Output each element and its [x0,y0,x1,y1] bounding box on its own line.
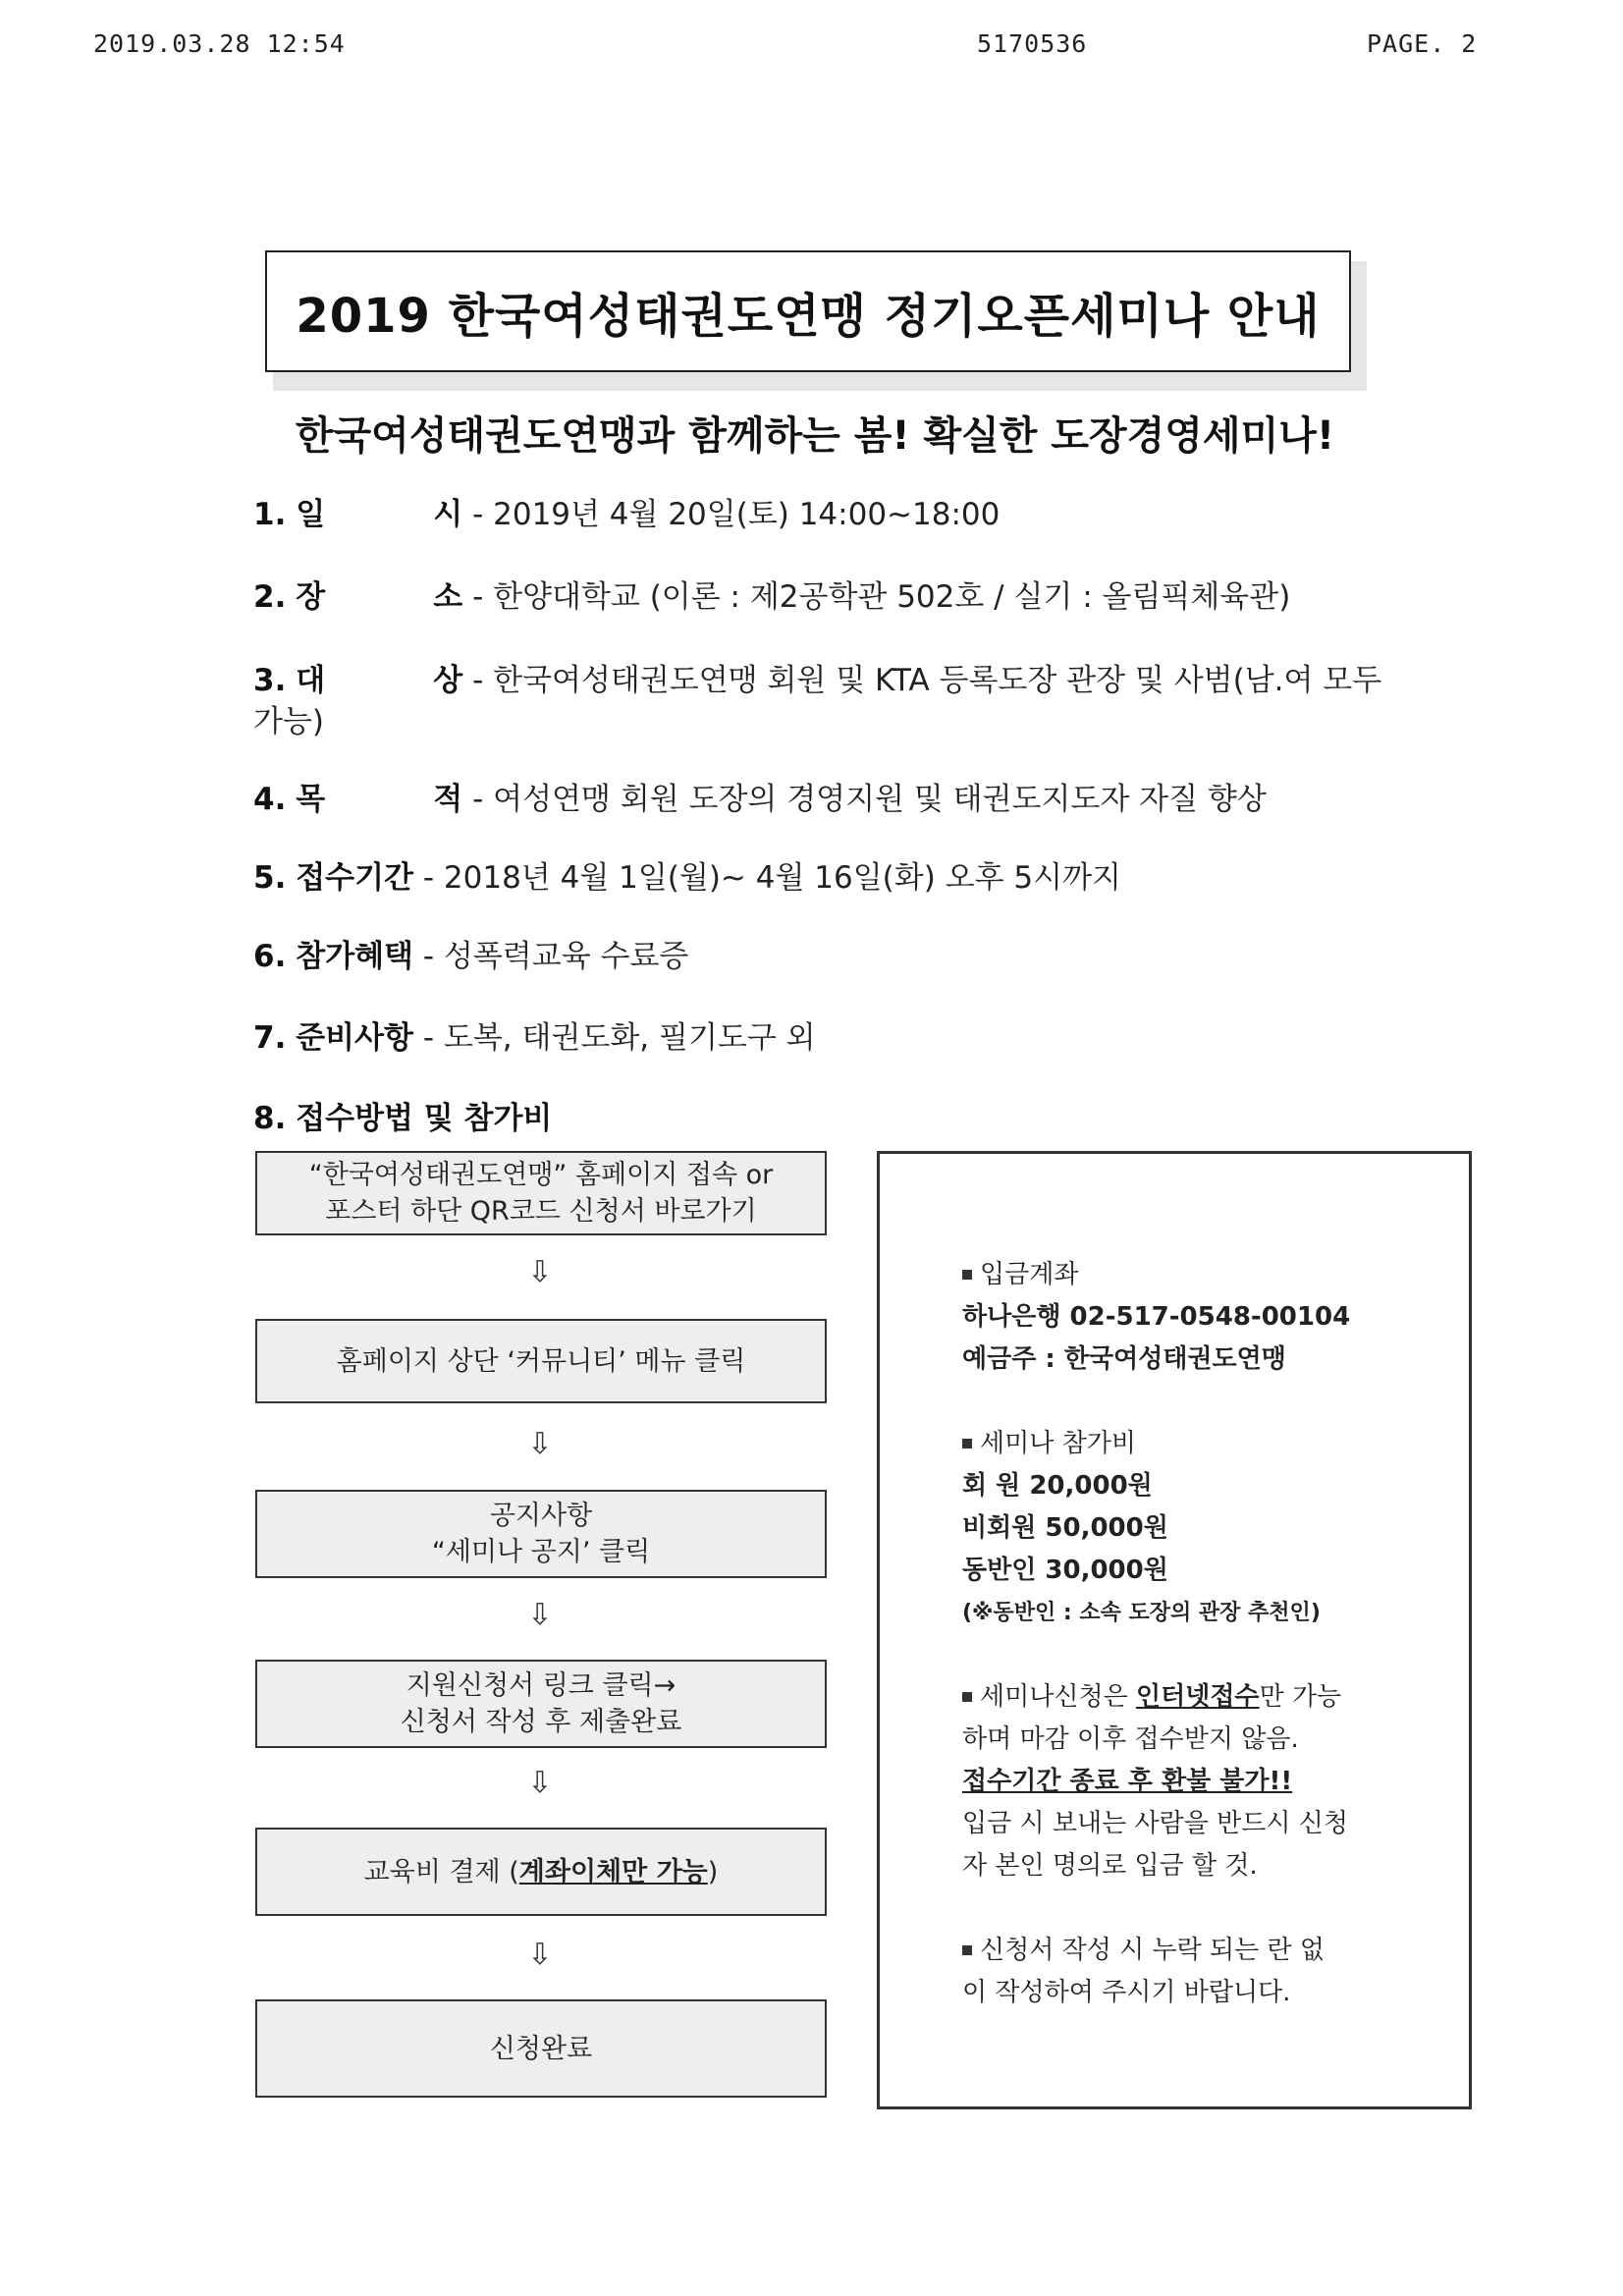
item-text: - 성폭력교육 수료증 [422,939,689,974]
item-schedule [253,493,1000,536]
item-label: 접수기간 [296,860,414,896]
bullet-square-icon [962,1270,972,1280]
bullet-square-icon [962,1945,972,1955]
item-location [253,575,1290,619]
item-text: - 2019년 4월 20일(토) 14:00~18:00 [472,497,1001,532]
item-label: 일 시 [296,497,463,532]
item-label: 목 적 [296,782,463,817]
fee-note: (※동반인 : 소속 도장의 관장 추천인) [962,1601,1321,1625]
page-title: 2019 한국여성태권도연맹 정기오픈세미나 안내 [265,250,1351,372]
item-number: 1. [253,497,287,532]
flow-step-payment: 교육비 결제 (계좌이체만 가능) [255,1828,827,1916]
item-label: 접수방법 및 참가비 [296,1101,553,1136]
flow-step-notice: 공지사항 “세미나 공지’ 클릭 [255,1490,827,1578]
item-number: 3. [253,663,287,698]
item-registration-period [253,856,1121,900]
page-subtitle: 한국여성태권도연맹과 함께하는 봄! 확실한 도장경영세미나! [295,413,1335,459]
item-number: 6. [253,939,287,974]
item-number: 4. [253,782,287,817]
item-text: - 한양대학교 (이론 : 제2공학관 502호 / 실기 : 올림픽체육관) [472,579,1291,615]
item-benefit [253,935,688,978]
item-target-continued [253,700,324,743]
flow-step-complete: 신청완료 [255,1999,827,2098]
down-arrow-icon: ⇩ [527,1766,553,1800]
fax-page-number: PAGE. 2 [1367,29,1478,58]
item-number: 2. [253,579,287,615]
down-arrow-icon: ⇩ [527,1427,553,1461]
fax-number: 5170536 [977,29,1088,58]
fee-companion: 동반인 30,000원 [962,1556,1168,1585]
item-method-and-fee [253,1097,552,1140]
item-label: 참가혜택 [296,939,414,974]
bullet-square-icon [962,1692,972,1702]
account-holder: 예금주 : 한국여성태권도연맹 [962,1344,1286,1374]
item-text: - 2018년 4월 1일(월)~ 4월 16일(화) 오후 5시까지 [422,860,1121,896]
payment-method-emphasis: 계좌이체만 가능 [518,1856,708,1887]
item-label: 대 상 [296,663,463,698]
item-label: 준비사항 [296,1020,414,1056]
flow-step-apply: 지원신청서 링크 클릭→ 신청서 작성 후 제출완료 [255,1660,827,1748]
item-label: 장 소 [296,579,463,615]
payment-info-box: 입금계좌 하나은행 02-517-0548-00104 예금주 : 한국여성태권도연맹 세미나 참가비 회 원 20,000원 비회원 50,000원 동반인 30,000원 (※동반인 : 소속 도장의 관장 추천인) 세미나신청은 인터넷접수만 가능 하며 마감 이후 접수받지 않음. 접수기간 종료 후 환불 불가!! 입금 시 보내는 사람을 반드시 신청 자 본인 명의로 입금 할 것. 신청서 작성 시 누락 되는 란 없 이 작성하여 주시기 바랍니다. [877,1151,1472,2109]
bullet-square-icon [962,1439,972,1449]
down-arrow-icon: ⇩ [527,1255,553,1289]
fax-timestamp: 2019.03.28 12:54 [93,29,346,58]
item-text-continued: 가능) [253,704,324,739]
flow-step-community-menu: 홈페이지 상단 ‘커뮤니티’ 메뉴 클릭 [255,1319,827,1403]
down-arrow-icon: ⇩ [527,1598,553,1632]
bank-account: 하나은행 02-517-0548-00104 [962,1302,1351,1332]
internet-only-emphasis: 인터넷접수 [1135,1682,1260,1712]
item-text: - 한국여성태권도연맹 회원 및 KTA 등록도장 관장 및 사범(남.여 모두 [472,663,1382,698]
item-target [253,659,1381,702]
no-refund-notice: 접수기간 종료 후 환불 불가!! [962,1767,1293,1796]
item-number: 5. [253,860,287,896]
item-preparation [253,1016,816,1060]
item-number: 7. [253,1020,287,1056]
flow-step-homepage: “한국여성태권도연맹” 홈페이지 접속 or 포스터 하단 QR코드 신청서 바로가기 [255,1151,827,1235]
item-text: - 도복, 태권도화, 필기도구 외 [422,1020,816,1056]
item-text: - 여성연맹 회원 도장의 경영지원 및 태권도지도자 자질 향상 [472,782,1267,817]
fee-nonmember: 비회원 50,000원 [962,1513,1168,1543]
item-purpose [253,778,1267,821]
fee-member: 회 원 20,000원 [962,1471,1153,1501]
item-number: 8. [253,1101,287,1136]
down-arrow-icon: ⇩ [527,1938,553,1972]
